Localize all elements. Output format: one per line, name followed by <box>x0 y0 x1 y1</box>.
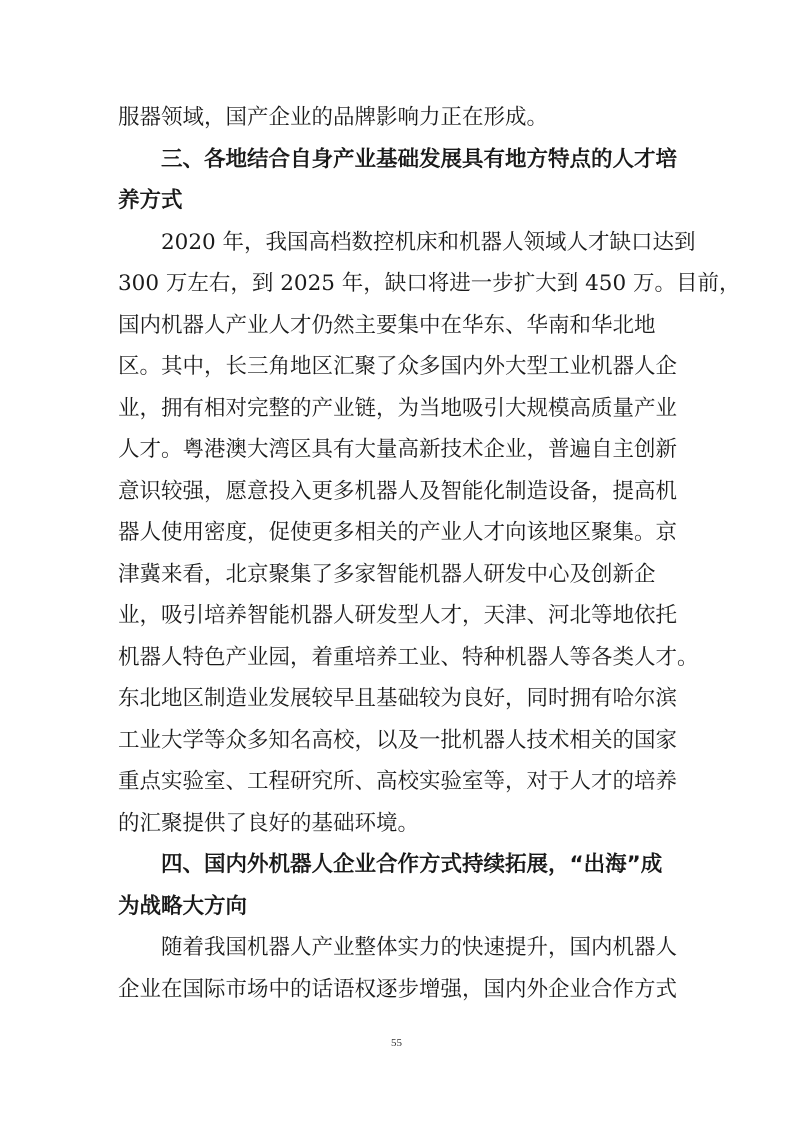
page-number: 55 <box>391 1037 402 1049</box>
text-line: 器人使用密度，促使更多相关的产业人才向该地区聚集。京 <box>118 520 678 545</box>
section-heading: 为战略大方向 <box>118 893 248 919</box>
text-line: 随着我国机器人产业整体实力的快速提升，国内机器人 <box>161 935 678 960</box>
text-line: 津冀来看，北京聚集了多家智能机器人研发中心及创新企 <box>118 561 656 587</box>
text-line: 国内机器人产业人才仍然主要集中在华东、华南和华北地 <box>118 312 656 338</box>
text-line: 服器领域，国产企业的品牌影响力正在形成。 <box>118 105 549 130</box>
text-line: 工业大学等众多知名高校，以及一批机器人技术相关的国家 <box>118 727 678 753</box>
text-line: 2020 年，我国高档数控机床和机器人领域人才缺口达到 <box>161 229 696 255</box>
text-line: 意识较强，愿意投入更多机器人及智能化制造设备，提高机 <box>118 478 678 504</box>
text-line: 业，拥有相对完整的产业链，为当地吸引大规模高质量产业 <box>118 395 678 421</box>
text-line: 重点实验室、工程研究所、高校实验室等，对于人才的培养 <box>118 769 678 794</box>
section-heading: 养方式 <box>118 188 183 213</box>
text-line: 东北地区制造业发展较早且基础较为良好，同时拥有哈尔滨 <box>118 686 678 711</box>
text-line: 区。其中，长三角地区汇聚了众多国内外大型工业机器人企 <box>118 354 678 379</box>
body-text <box>118 97 741 1010</box>
text-line: 机器人特色产业园，着重培养工业、特种机器人等各类人才。 <box>118 644 699 670</box>
text-line: 人才。粤港澳大湾区具有大量高新技术企业，普遍自主创新 <box>118 437 678 462</box>
text-line: 300 万左右，到 2025 年，缺口将进一步扩大到 450 万。目前， <box>118 271 741 296</box>
section-heading: 四、国内外机器人企业合作方式持续拓展，“出海”成 <box>161 852 663 877</box>
text-line: 的汇聚提供了良好的基础环境。 <box>118 810 420 836</box>
text-line: 业，吸引培养智能机器人研发型人才，天津、河北等地依托 <box>118 603 678 628</box>
text-line: 企业在国际市场中的话语权逐步增强，国内外企业合作方式 <box>118 976 678 1002</box>
section-heading: 三、各地结合自身产业基础发展具有地方特点的人才培 <box>161 146 678 172</box>
